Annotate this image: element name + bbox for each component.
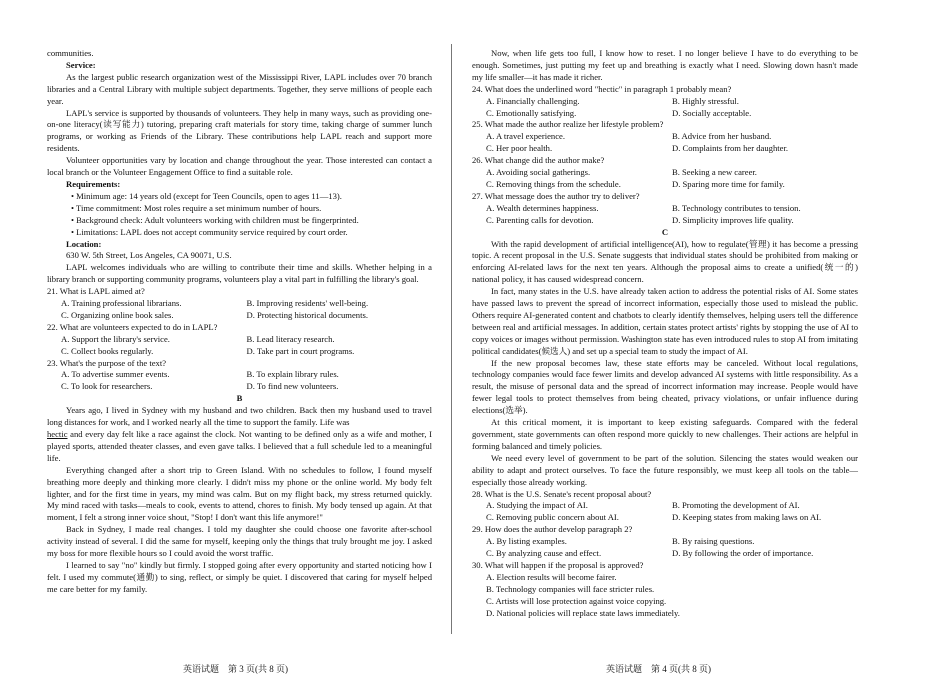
option: D. By following the order of importance.	[672, 548, 814, 559]
section-heading: Service:	[66, 59, 96, 70]
paragraph: If the new proposal becomes law, these state efforts may be canceled. Without local regulations, technology companies would face fewer limits and develop advanced AI systems with little responsibility. As a result, the misuse of personal data and the spread of incorrect information may increase. People would have fewer legal tools to protect themselves from being cheated, privacy violations, or unfair influence during elections(选举).	[472, 357, 858, 416]
paragraph: I learned to say "no" kindly but firmly. I stopped going after every opportunity and started noticing how I felt. I used my commute(通勤) to sing, reflect, or simply be quiet. I discovered that caring for myself helped me care better for my family.	[47, 559, 432, 594]
paragraph: As the largest public research organization west of the Mississippi River, LAPL includes over 70 branch libraries and a Central Library with multiple subject departments. Together, they serve millions of people each year.	[47, 71, 432, 106]
question-25: 25. What made the author realize her lifestyle problem?	[472, 119, 664, 130]
option: D. To find new volunteers.	[246, 381, 339, 392]
option: B. Highly stressful.	[672, 95, 739, 106]
options-28	[472, 500, 858, 524]
address: 630 W. 5th Street, Los Angeles, CA 90071, U.S.	[66, 250, 232, 261]
option: D. Socially acceptable.	[672, 107, 752, 118]
paragraph: With the rapid development of artificial intelligence(AI), how to regulate(管理) it has become a pressing topic. A recent proposal in the U.S. Senate suggests that individual states should be prohibited from making or enforcing AI-related laws for the next ten years. Although the proposal aims to create a unified(统一的) national policy, it has caused widespread concern.	[472, 238, 858, 285]
options-26	[472, 167, 858, 191]
question-23: 23. What's the purpose of the text?	[47, 357, 167, 368]
option: A. Wealth determines happiness.	[486, 202, 599, 213]
option: D. Take part in court programs.	[246, 345, 355, 356]
option: D. Complaints from her daughter.	[672, 143, 788, 154]
option: A. To advertise summer events.	[61, 369, 170, 380]
question-28: 28. What is the U.S. Senate's recent proposal about?	[472, 488, 652, 499]
paragraph: Everything changed after a short trip to Green Island. With no schedules to follow, I found myself breathing more deeply and thinking more clearly. I didn't miss my phone or the online world. My body felt lighter, and for the first time in years, my mind was calm. But on my flight back, my stress returned quickly. My mind raced with tasks—meals to cook, events to attend, chores to finish. My body tensed up again. At that moment, I felt a strong inner voice shout, "Stop! I don't want this life anymore!"	[47, 464, 432, 523]
paragraph: LAPL's service is supported by thousands of volunteers. They help in many ways, such as providing one-on-one literacy(读写能力) tutoring, preparing craft materials for story time, taking charge of summer lunch programs, or working as Friends of the Library. These contributions help LAPL reach and support more residents.	[47, 107, 432, 154]
option: A. Training professional librarians.	[61, 298, 182, 309]
option: A. Election results will become fairer.	[486, 571, 617, 582]
page-footer-right: 英语试题 第 4 页(共 8 页)	[606, 664, 711, 674]
paragraph: At this critical moment, it is important to keep existing safeguards. Compared with the federal government, state governments can often respond more quickly to new challenges. Their actions are helpful in forming balanced and timely policies.	[472, 417, 858, 451]
paragraph: In fact, many states in the U.S. have already taken action to address the potential risks of AI. Some states have passed laws to prevent the spread of incorrect information, especially those used to mislead the public. Others require AI-generated content and chatbots to clearly identify themselves, helping users tell the difference between real and artificial messages. In addition, certain states protect artists' rights by stopping the use of AI to copy voices or images without permission. Washington state has even introduced rules to stop AI from imitating political candidates(候选人) and set up a special team to study the impact of AI.	[472, 286, 858, 356]
options-21	[47, 298, 432, 322]
options-30	[472, 572, 858, 620]
paragraph: Back in Sydney, I made real changes. I told my daughter she could choose one favorite after-school activity instead of several. I did the same for myself, keeping only the things that truly brought me joy. I asked my boss for more flexible hours so I could avoid the worst traffic.	[47, 524, 432, 559]
column-divider	[451, 44, 452, 634]
question-22: 22. What are volunteers expected to do in LAPL?	[47, 321, 218, 332]
option: C. Her poor health.	[486, 143, 553, 154]
option: C. To look for researchers.	[61, 381, 153, 392]
option: A. Avoiding social gatherings.	[486, 167, 591, 178]
question-27: 27. What message does the author try to deliver?	[472, 190, 640, 201]
right-column	[472, 48, 858, 620]
option: C. Emotionally satisfying.	[486, 107, 577, 118]
option: A. By listing examples.	[486, 536, 567, 547]
section-heading: Requirements:	[66, 178, 121, 189]
option: D. Sparing more time for family.	[672, 178, 785, 189]
question-26: 26. What change did the author make?	[472, 155, 605, 166]
question-21: 21. What is LAPL aimed at?	[47, 286, 145, 297]
option: B. Advice from her husband.	[672, 131, 772, 142]
option: C. Removing public concern about AI.	[486, 512, 619, 523]
option: D. Protecting historical documents.	[246, 309, 368, 320]
underlined-word: hectic	[47, 429, 68, 439]
text-run: and every day felt like a race against the clock. Not wanting to be defined only as a wife and mother, I played sports, attended theater classes, and even gave talks. I believed that a full schedule led to a meaningful life.	[47, 429, 432, 463]
question-29: 29. How does the author develop paragraph 2?	[472, 524, 633, 535]
option: B. Improving residents' well-being.	[246, 298, 369, 309]
option: B. Technology companies will face stricter rules.	[486, 583, 655, 594]
option: C. By analyzing cause and effect.	[486, 548, 602, 559]
paragraph	[47, 405, 432, 465]
options-24	[472, 96, 858, 120]
option: B. Seeking a new career.	[672, 167, 757, 178]
paragraph: LAPL welcomes individuals who are willing to contribute their time and skills. Whether helping in a library branch or supporting community programs, volunteers play a vital part in fulfilling the library's goal.	[47, 262, 432, 285]
paragraph: Volunteer opportunities vary by location and change throughout the year. Those interested can contact a local branch or the Volunteer Engagement Office to find a suitable role.	[47, 155, 432, 178]
option: A. Support the library's service.	[61, 333, 170, 344]
requirement-item: • Background check: Adult volunteers working with children must be fingerprinted.	[71, 214, 359, 225]
section-b-label: B	[236, 393, 243, 404]
option: C. Removing things from the schedule.	[486, 178, 621, 189]
page-footer-left: 英语试题 第 3 页(共 8 页)	[183, 664, 288, 674]
question-24: 24. What does the underlined word "hectic" in paragraph 1 probably mean?	[472, 83, 732, 94]
paragraph: communities.	[47, 48, 94, 58]
paragraph: We need every level of government to be part of the solution. Silencing the states would weaken our ability to adapt and protect ourselves. To face the future responsibly, we must keep all tools on the table—especially those already working.	[472, 452, 858, 487]
option: C. Collect books regularly.	[61, 345, 154, 356]
text-run: Years ago, I lived in Sydney with my husband and two children. Back then my husband used to travel long distances for work, and I worked nearly all the time to support the family. Life was	[47, 405, 432, 428]
option: B. By raising questions.	[672, 536, 755, 547]
section-heading: Location:	[66, 238, 102, 249]
option: B. Technology contributes to tension.	[672, 202, 801, 213]
option: C. Artists will lose protection against voice copying.	[486, 595, 667, 606]
paragraph: Now, when life gets too full, I know how to reset. I no longer believe I have to do everything to be enough. Sometimes, just putting my feet up and breathing is exactly what I need. Slowing down hasn't made my life smaller—it has made it richer.	[472, 48, 858, 82]
option: A. A travel experience.	[486, 131, 565, 142]
option: A. Studying the impact of AI.	[486, 500, 588, 511]
requirement-item: • Time commitment: Most roles require a set minimum number of hours.	[71, 202, 322, 213]
option: D. Keeping states from making laws on AI.	[672, 512, 822, 523]
options-22	[47, 334, 432, 358]
option: D. National policies will replace state laws immediately.	[486, 607, 680, 618]
requirement-item: • Limitations: LAPL does not accept community service required by court order.	[71, 226, 348, 237]
left-column	[47, 48, 432, 596]
requirement-item: • Minimum age: 14 years old (except for Teen Councils, open to ages 11—13).	[71, 190, 342, 201]
options-23	[47, 369, 432, 393]
option: B. Lead literacy research.	[246, 333, 335, 344]
option: C. Parenting calls for devotion.	[486, 214, 594, 225]
option: A. Financially challenging.	[486, 95, 580, 106]
option: B. Promoting the development of AI.	[672, 500, 800, 511]
options-27	[472, 203, 858, 227]
options-25	[472, 131, 858, 155]
option: C. Organizing online book sales.	[61, 309, 174, 320]
options-29	[472, 536, 858, 560]
section-c-label: C	[661, 226, 669, 237]
option: B. To explain library rules.	[246, 369, 339, 380]
question-30: 30. What will happen if the proposal is approved?	[472, 559, 644, 570]
option: D. Simplicity improves life quality.	[672, 214, 794, 225]
